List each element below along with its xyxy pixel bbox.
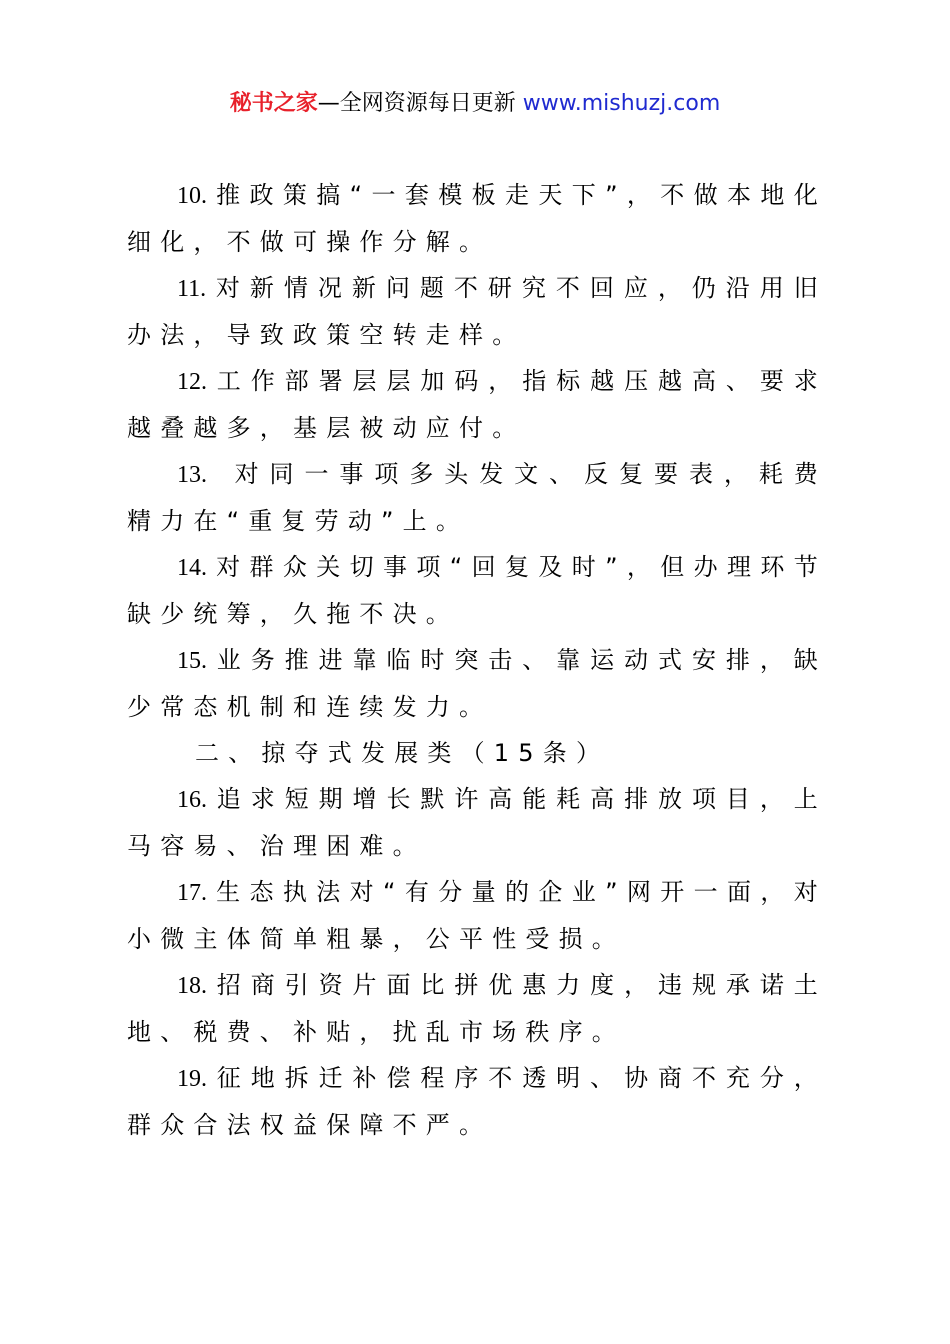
- item-number: 15.: [177, 648, 207, 674]
- item-text: 工作部署层层加码，指标越压越高、要求越叠越多，基层被动应付。: [127, 367, 827, 442]
- list-item: [127, 172, 827, 265]
- item-text: 推政策搞“一套模板走天下”，不做本地化细化，不做可操作分解。: [127, 181, 827, 256]
- item-number: 10.: [177, 183, 207, 209]
- document-body: [127, 172, 827, 1148]
- list-item: [127, 265, 827, 358]
- site-tagline: —全网资源每日更新: [317, 91, 516, 116]
- site-brand: 秘书之家: [229, 91, 318, 116]
- section-heading: 二、掠夺式发展类（15条）: [195, 739, 610, 767]
- item-number: 16.: [177, 787, 207, 813]
- list-item: [127, 544, 827, 637]
- item-number: 17.: [177, 880, 207, 906]
- item-number: 18.: [177, 973, 207, 999]
- item-number: 12.: [177, 369, 207, 395]
- item-text: 征地拆迁补偿程序不透明、协商不充分，群众合法权益保障不严。: [127, 1064, 827, 1139]
- site-header: [0, 88, 950, 120]
- list-item: [127, 358, 827, 451]
- list-item: [127, 637, 827, 730]
- item-text: 招商引资片面比拼优惠力度，违规承诺土地、税费、补贴，扰乱市场秩序。: [127, 971, 827, 1046]
- site-url-link[interactable]: www.mishuzj.com: [522, 91, 721, 116]
- item-text: 对新情况新问题不研究不回应，仍沿用旧办法，导致政策空转走样。: [127, 274, 827, 349]
- item-text: 对同一事项多头发文、反复要表，耗费精力在“重复劳动”上。: [127, 460, 827, 535]
- item-text: 对群众关切事项“回复及时”，但办理环节缺少统筹，久拖不决。: [127, 553, 827, 628]
- item-text: 业务推进靠临时突击、靠运动式安排，缺少常态机制和连续发力。: [127, 646, 827, 721]
- item-number: 11.: [177, 276, 207, 302]
- item-number: 13.: [177, 462, 207, 488]
- list-item: [127, 1055, 827, 1148]
- list-item: [127, 869, 827, 962]
- list-item: [127, 776, 827, 869]
- item-number: 19.: [177, 1066, 207, 1092]
- item-text: 生态执法对“有分量的企业”网开一面，对小微主体简单粗暴，公平性受损。: [127, 878, 827, 953]
- item-number: 14.: [177, 555, 207, 581]
- list-item: [127, 962, 827, 1055]
- item-text: 追求短期增长默许高能耗高排放项目，上马容易、治理困难。: [127, 785, 827, 860]
- list-item: [127, 451, 827, 544]
